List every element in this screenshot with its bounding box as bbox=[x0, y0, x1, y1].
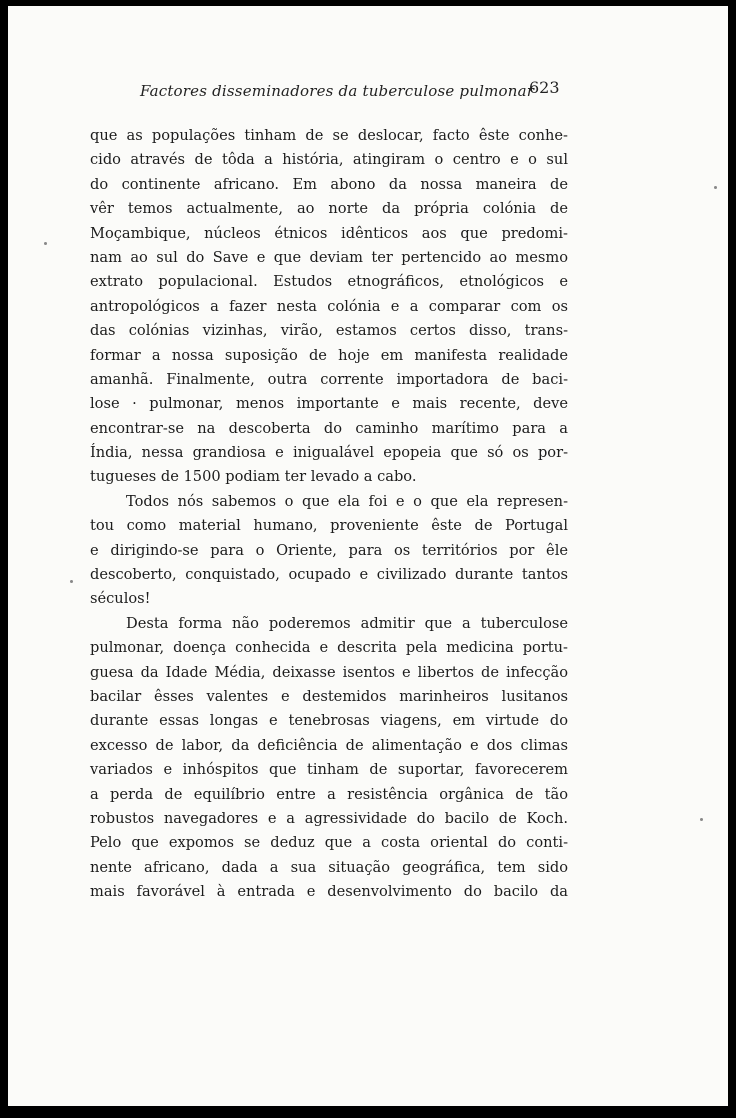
text-line: formar a nossa suposição de hoje em manifesta realidade bbox=[90, 346, 568, 364]
scan-speck bbox=[70, 580, 73, 583]
text-line: a perda de equilíbrio entre a resistência orgânica de tão bbox=[90, 785, 568, 803]
text-line: pulmonar, doença conhecida e descrita pela medicina portu- bbox=[90, 639, 568, 657]
text-line: lose · pulmonar, menos importante e mais recente, deve bbox=[90, 395, 568, 413]
text-line: variados e inhóspitos que tinham de suportar, favorecerem bbox=[90, 761, 568, 779]
text-line: durante essas longas e tenebrosas viagens, em virtude do bbox=[90, 712, 568, 730]
page-number: 623 bbox=[529, 78, 560, 97]
text-line: tou como material humano, proveniente êste de Portugal bbox=[90, 517, 568, 535]
text-line: cido através de tôda a história, atingiram o centro e o sul bbox=[90, 151, 568, 169]
text-line: amanhã. Finalmente, outra corrente importadora de baci- bbox=[90, 370, 568, 388]
scan-speck bbox=[714, 186, 717, 189]
paragraph-start-line: Todos nós sabemos o que ela foi e o que ela represen- bbox=[126, 492, 568, 510]
paragraph-start-line: Desta forma não poderemos admitir que a tuberculose bbox=[126, 614, 568, 632]
text-line: e dirigindo-se para o Oriente, para os territórios por êle bbox=[90, 541, 568, 559]
text-line: nente africano, dada a sua situação geográfica, tem sido bbox=[90, 858, 568, 876]
text-line: robustos navegadores e a agressividade do bacilo de Koch. bbox=[90, 809, 568, 827]
body-text bbox=[90, 124, 568, 905]
book-page bbox=[8, 6, 728, 1106]
text-line: guesa da Idade Média, deixasse isentos e libertos de infecção bbox=[90, 663, 568, 681]
running-title: Factores disseminadores da tuberculose pulmonar bbox=[140, 82, 535, 100]
scan-speck bbox=[700, 818, 703, 821]
text-line: mais favorável à entrada e desenvolvimento do bacilo da bbox=[90, 883, 568, 901]
text-line: séculos! bbox=[90, 590, 151, 608]
text-line: Índia, nessa grandiosa e inigualável epopeia que só os por- bbox=[90, 444, 568, 462]
text-line: descoberto, conquistado, ocupado e civilizado durante tantos bbox=[90, 566, 568, 584]
scan-speck bbox=[44, 242, 47, 245]
text-line: excesso de labor, da deficiência de alimentação e dos climas bbox=[90, 736, 568, 754]
text-line: tugueses de 1500 podiam ter levado a cabo. bbox=[90, 468, 417, 486]
text-line: das colónias vizinhas, virão, estamos certos disso, trans- bbox=[90, 322, 568, 340]
text-line: encontrar-se na descoberta do caminho marítimo para a bbox=[90, 419, 568, 437]
text-line: do continente africano. Em abono da nossa maneira de bbox=[90, 175, 568, 193]
text-line: bacilar êsses valentes e destemidos marinheiros lusitanos bbox=[90, 687, 568, 705]
text-line: antropológicos a fazer nesta colónia e a comparar com os bbox=[90, 297, 568, 315]
text-line: extrato populacional. Estudos etnográficos, etnológicos e bbox=[90, 273, 568, 291]
page-header bbox=[8, 78, 728, 108]
text-line: nam ao sul do Save e que deviam ter pertencido ao mesmo bbox=[90, 248, 568, 266]
text-line: Pelo que expomos se deduz que a costa oriental do conti- bbox=[90, 834, 568, 852]
text-line: que as populações tinham de se deslocar, facto êste conhe- bbox=[90, 127, 568, 144]
text-line: Moçambique, núcleos étnicos idênticos aos que predomi- bbox=[90, 224, 568, 242]
text-line: vêr temos actualmente, ao norte da própria colónia de bbox=[90, 200, 568, 218]
